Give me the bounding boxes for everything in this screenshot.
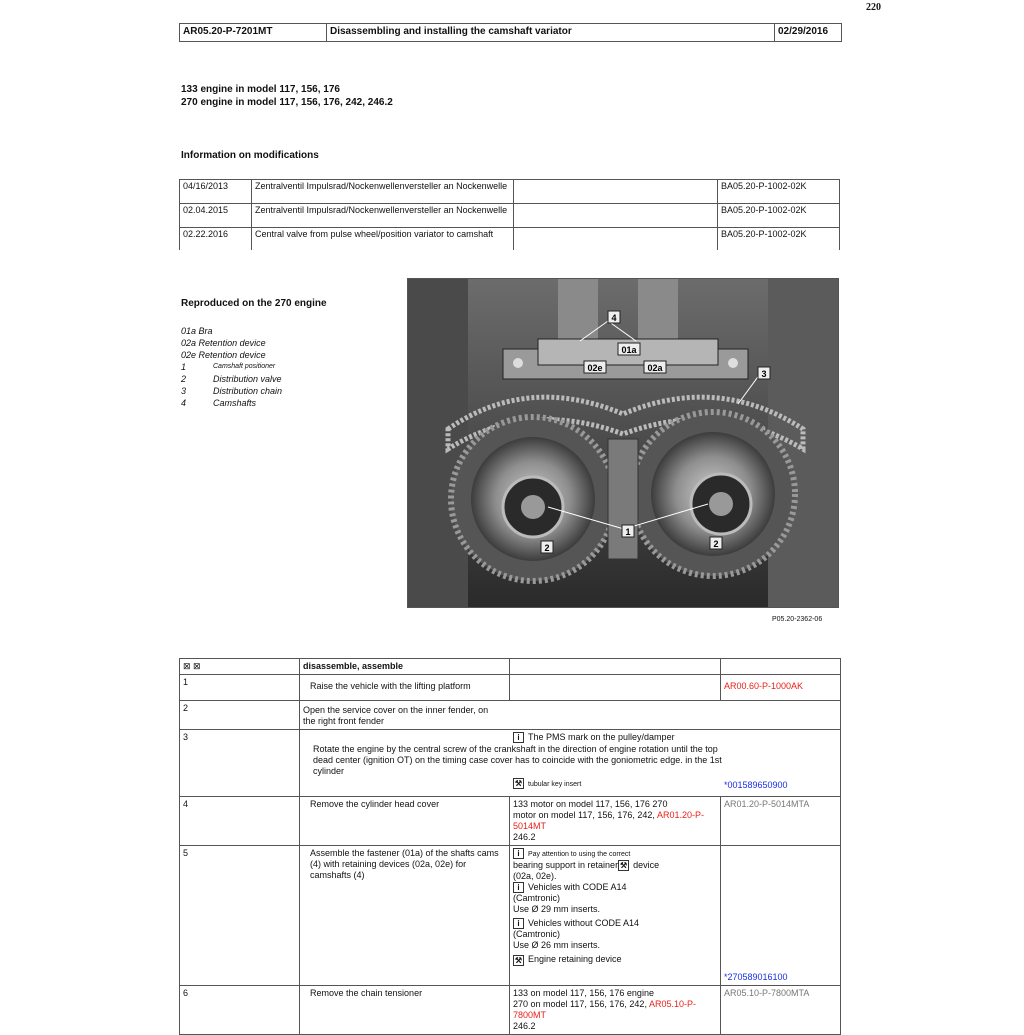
table-row [180,180,840,204]
callout-4: 4 [611,313,617,323]
callout-02a: 02a [647,363,663,373]
step-detail: i Pay attention to using the correct bearing support in retainer ⚒ device (02a, 02e). i Vehicles with CODE A14 (Camtronic) Use Ø 29 mm inserts. i Vehicles without CODE A14 (Camtronic) Use Ø 26 mm inserts. ⚒ Engine retaining device [510,846,721,986]
step-number: 3 [180,730,300,797]
table-row [180,846,841,986]
modifications-heading: Information on modifications [181,150,319,161]
step-text: Rotate the engine by the central screw of the crankshaft in the direction of engine rotation until the top dead center (ignition OT) on the timing case cover has to coincide with the goniometric edge. in the 1st cylinder [313,744,722,776]
legend-item: 4 Camshafts [181,398,257,408]
mod-text: Zentralventil Impulsrad/Nockenwellenversteller an Nockenwelle [252,204,514,228]
table-row [180,797,841,846]
note-text: The PMS mark on the pulley/damper [528,732,675,742]
callout-01a: 01a [621,345,637,355]
doc-id: AR05.20-P-7201MT [180,24,327,41]
document-header [179,23,842,42]
table-row [180,659,841,675]
engine-photo [407,278,839,608]
step-number: 2 [180,701,300,730]
info-icon: i [513,918,524,929]
legend-item: 1 Camshaft positioner [181,362,276,372]
engine-photo-drawing [408,279,838,607]
mod-empty [514,228,718,250]
mod-empty [514,180,718,204]
table-row [180,986,841,1035]
callout-2: 2 [713,539,719,549]
mod-ref: BA05.20-P-1002-02K [718,204,840,228]
tool-icon: ⚒ [514,955,523,965]
callout-02e: 02e [587,363,603,373]
step-detail: 133 on model 117, 156, 176 engine 270 on model 117, 156, 176, 242, AR05.10-P-7800MT 246.2 [510,986,721,1035]
page-number: 220 [866,2,881,13]
legend-item: 2 Distribution valve [181,374,282,384]
step-number: 6 [180,986,300,1035]
legend-item: 02e Retention device [181,350,266,360]
callout-1: 1 [625,527,631,537]
tool-ref-link[interactable]: *270589016100 [721,846,841,986]
table-row [180,204,840,228]
info-icon: i [513,848,524,859]
legend-item: 3 Distribution chain [181,386,283,396]
step-ref[interactable]: AR05.10-P-7800MTA [721,986,841,1035]
mod-text: Central valve from pulse wheel/position variator to camshaft [252,228,514,250]
info-icon: i [513,882,524,893]
mod-date: 04/16/2013 [180,180,252,204]
table-row [180,675,841,701]
mod-ref: BA05.20-P-1002-02K [718,180,840,204]
step-detail: 133 motor on model 117, 156, 176 270 motor on model 117, 156, 176, 242, AR01.20-P-5014MT 246.2 [510,797,721,846]
detail-ref-link[interactable]: AR01.20-P-5014MT [513,810,704,831]
step-text: Remove the chain tensioner [300,986,510,1035]
step-ref[interactable]: AR01.20-P-5014MTA [721,797,841,846]
table-row [180,701,841,730]
legend-item: 02a Retention device [181,338,266,348]
detail-ref-link[interactable]: AR05.10-P-7800MT [513,999,696,1020]
tool-icon: ⚒ [514,779,523,789]
doc-title: Disassembling and installing the camshaft variator [327,24,775,41]
step-number: 5 [180,846,300,986]
step-number: 1 [180,675,300,701]
mod-empty [514,204,718,228]
engine-applicability [181,83,393,109]
mod-text: Zentralventil Impulsrad/Nockenwellenversteller an Nockenwelle [252,180,514,204]
figure-caption: P05.20-2362-06 [772,616,823,623]
step-text: Raise the vehicle with the lifting platform [300,675,510,701]
step-text: Remove the cylinder head cover [300,797,510,846]
figure-legend [181,325,282,409]
tool-icon: ⚒ [619,861,628,871]
table-row [180,228,840,250]
table-row [180,730,841,797]
doc-date: 02/29/2016 [778,26,829,37]
steps-header-label: disassemble, assemble [300,659,510,675]
tool-text: tubular key insert [528,781,582,788]
callout-2: 2 [544,543,550,553]
engine-line: 270 engine in model 117, 156, 176, 242, 246.2 [181,97,393,108]
step-number: 4 [180,797,300,846]
tool-ref-link[interactable]: *001589650900 [724,780,788,790]
figure-heading: Reproduced on the 270 engine [181,298,327,309]
header-icons: ⊠ ⊠ [180,659,300,675]
engine-line: 133 engine in model 117, 156, 176 [181,84,340,95]
legend-item: 01a Bra [181,326,213,336]
info-icon: i [513,732,524,743]
step-content [300,730,841,797]
callout-3: 3 [761,369,767,379]
modifications-table [179,179,840,250]
mod-date: 02.22.2016 [180,228,252,250]
step-ref-link[interactable]: AR00.60-P-1000AK [721,675,841,701]
steps-table [179,658,841,1035]
step-text: Open the service cover on the inner fender, on the right front fender [300,701,841,730]
mod-ref: BA05.20-P-1002-02K [718,228,840,250]
mod-date: 02.04.2015 [180,204,252,228]
step-text: Assemble the fastener (01a) of the shafts cams (4) with retaining devices (02a, 02e) for camshafts (4) [300,846,510,986]
